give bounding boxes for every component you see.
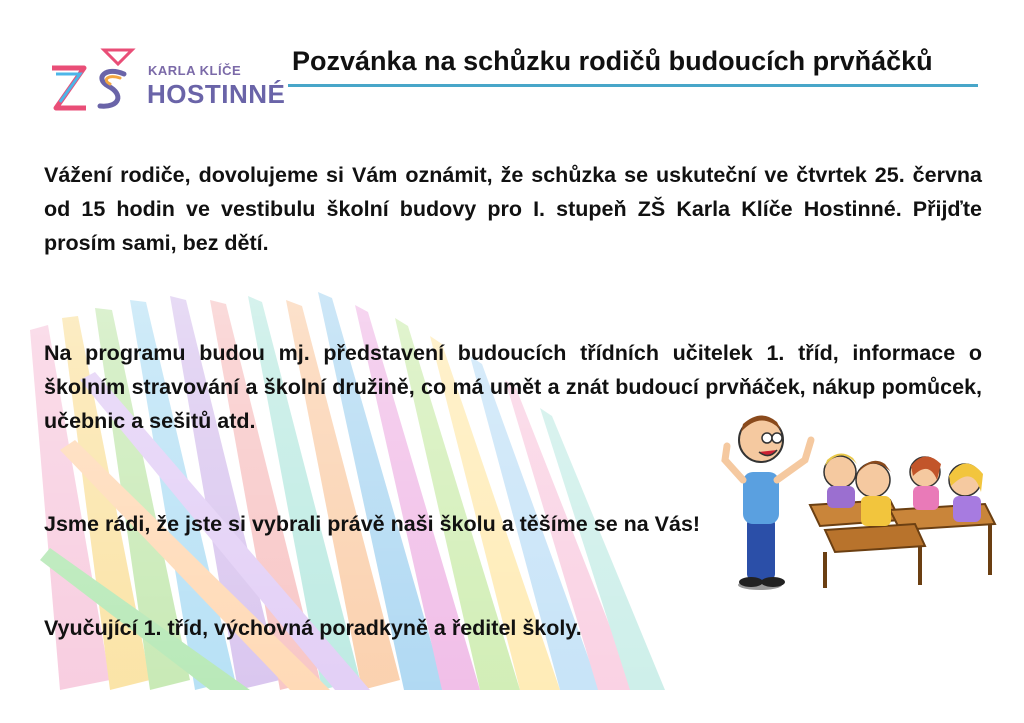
paragraph-announcement: Vážení rodiče, dovolujeme si Vám oznámit, že schůzka se uskuteční ve čtvrtek 25. června od 15 hodin ve vestibulu školní budovy pro I. stupeň ZŠ Karla Klíče Hostinné. Přijďte prosím sami, bez dětí. <box>44 163 982 255</box>
logo-line1: KARLA KLÍČE <box>148 63 242 78</box>
paragraph-welcome: Jsme rádi, že jste si vybrali právě naši školu a těšíme se na Vás! <box>44 512 701 536</box>
page-title: Pozvánka na schůzku rodičů budoucích prvňáčků <box>292 46 933 76</box>
school-logo-icon <box>46 44 146 120</box>
teacher-and-pupils-illustration <box>715 400 1005 600</box>
title-underline <box>288 84 978 87</box>
logo-line2: HOSTINNÉ <box>147 79 286 109</box>
paragraph-program: Na programu budou mj. představení budoucích třídních učitelek 1. tříd, informace o školním stravování a školní družině, co má umět a znát budoucí prvňáček, nákup pomůcek, učebnic a sešitů atd. <box>44 341 982 433</box>
teacher-figure <box>725 415 811 590</box>
signature: Vyučující 1. tříd, výchovná poradkyně a ředitel školy. <box>44 616 582 640</box>
